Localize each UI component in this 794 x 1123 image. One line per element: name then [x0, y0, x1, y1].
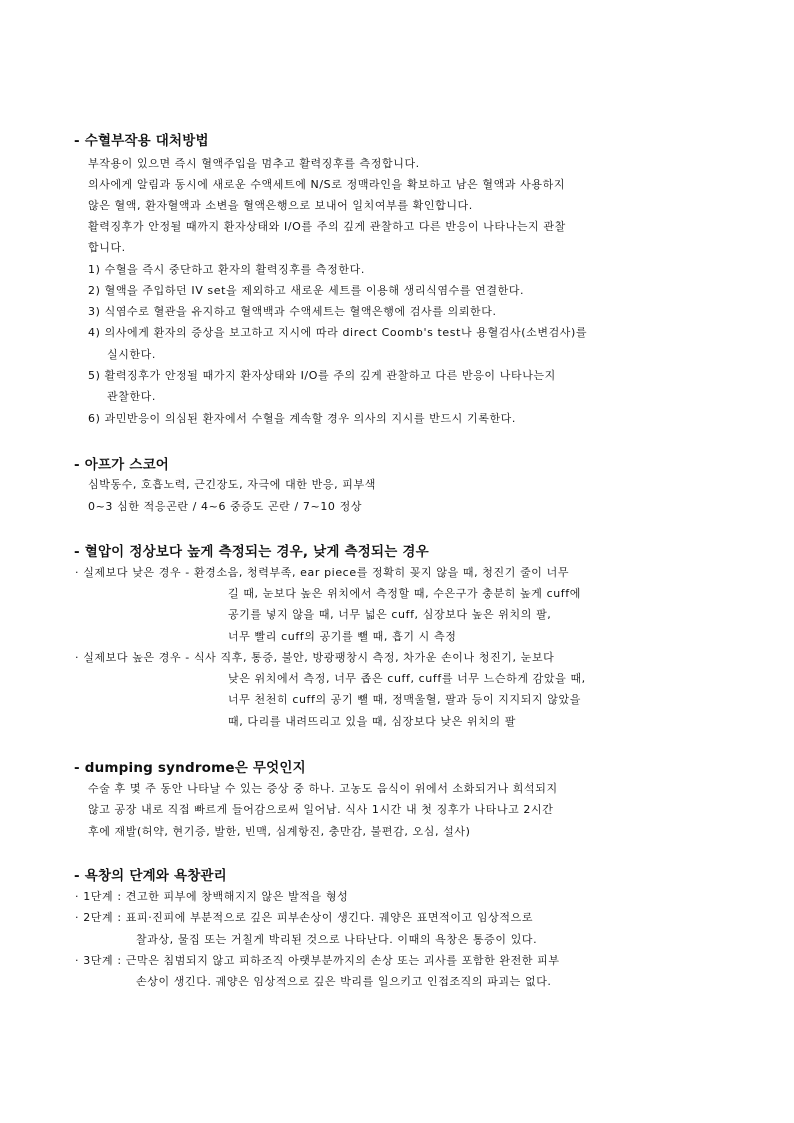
- section-title-transfusion: - 수혈부작용 대처방법: [74, 133, 209, 149]
- transfusion-line-4: 활력징후가 안정될 때까지 환자상태와 I/O를 주의 깊게 관찰하고 다른 반응이 나타나는지 관찰: [88, 220, 566, 233]
- transfusion-step-6: 6) 과민반응이 의심된 환자에서 수혈을 계속할 경우 의사의 지시를 반드시 기록한다.: [88, 412, 517, 425]
- transfusion-line-1: 부작용이 있으면 즉시 혈액주입을 멈추고 활력징후를 측정합니다.: [88, 157, 420, 170]
- transfusion-step-5-cont: 관찰한다.: [107, 390, 157, 403]
- transfusion-line-2: 의사에게 알림과 동시에 새로운 수액세트에 N/S로 정맥라인을 확보하고 남은 혈액과 사용하지: [88, 178, 566, 191]
- section-title-blood-pressure: - 혈압이 정상보다 높게 측정되는 경우, 낮게 측정되는 경우: [74, 544, 429, 560]
- apgar-line-1: 심박동수, 호흡노력, 근긴장도, 자극에 대한 반응, 피부색: [88, 478, 376, 491]
- transfusion-line-3: 않은 혈액, 환자혈액과 소변을 혈액은행으로 보내어 일치여부를 확인합니다.: [88, 199, 473, 212]
- pressure-stage-1: · 1단계 : 견고한 피부에 창백해지지 않은 발적을 형성: [75, 890, 349, 903]
- transfusion-step-3: 3) 식염수로 혈관을 유지하고 혈액백과 수액세트는 혈액은행에 검사를 의뢰한다.: [88, 305, 497, 318]
- pressure-stage-3-cont: 손상이 생긴다. 궤양은 임상적으로 깊은 박리를 일으키고 인접조직의 파괴는 없다.: [136, 975, 552, 988]
- bp-low-line-4: 너무 빨리 cuff의 공기를 뺄 때, 흡기 시 측정: [228, 630, 457, 643]
- bp-low-line-1: · 실제보다 낮은 경우 - 환경소음, 청력부족, ear piece를 정확히 꽂지 않을 때, 청진기 줄이 너무: [75, 566, 570, 579]
- bp-high-line-2: 낮은 위치에서 측정, 너무 좁은 cuff, cuff를 너무 느슨하게 감았을 때,: [228, 672, 586, 685]
- pressure-stage-2: · 2단계 : 표피·진피에 부분적으로 깊은 피부손상이 생긴다. 궤양은 표면적이고 임상적으로: [75, 911, 534, 924]
- pressure-stage-3: · 3단계 : 근막은 침범되지 않고 피하조직 아랫부분까지의 손상 또는 괴사를 포함한 완전한 피부: [75, 954, 560, 967]
- bp-high-line-1: · 실제보다 높은 경우 - 식사 직후, 통증, 불안, 방광팽창시 측정, 차가운 손이나 청진기, 눈보다: [75, 651, 555, 664]
- bp-high-line-4: 때, 다리를 내려뜨리고 있을 때, 심장보다 낮은 위치의 팔: [228, 715, 516, 728]
- dumping-line-3: 후에 재발(허약, 현기증, 발한, 빈맥, 심계항진, 충만감, 불편감, 오심, 설사): [88, 825, 471, 838]
- bp-low-line-2: 길 때, 눈보다 높은 위치에서 측정할 때, 수은구가 충분히 높게 cuff에: [228, 587, 581, 600]
- transfusion-step-4: 4) 의사에게 환자의 증상을 보고하고 지시에 따라 direct Coomb's test나 용혈검사(소변검사)를: [88, 326, 588, 339]
- apgar-line-2: 0~3 심한 적응곤란 / 4~6 중증도 곤란 / 7~10 정상: [88, 500, 363, 513]
- dumping-line-2: 않고 공장 내로 직접 빠르게 들어감으로써 일어남. 식사 1시간 내 첫 징후가 나타나고 2시간: [88, 803, 554, 816]
- transfusion-step-1: 1) 수혈을 즉시 중단하고 환자의 활력징후를 측정한다.: [88, 263, 365, 276]
- transfusion-step-5: 5) 활력징후가 안정될 때가지 환자상태와 I/O를 주의 깊게 관찰하고 다른 반응이 나타나는지: [88, 369, 556, 382]
- bp-low-line-3: 공기를 넣지 않을 때, 너무 넓은 cuff, 심장보다 높은 위치의 팔,: [228, 608, 552, 621]
- transfusion-line-5: 합니다.: [88, 241, 126, 254]
- bp-high-line-3: 너무 천천히 cuff의 공기 뺄 때, 정맥울혈, 팔과 등이 지지되지 않았을: [228, 693, 581, 706]
- pressure-stage-2-cont: 찰과상, 물집 또는 거칠게 박리된 것으로 나타난다. 이때의 욕창은 통증이 있다.: [136, 933, 538, 946]
- transfusion-step-4-cont: 실시한다.: [107, 348, 157, 361]
- transfusion-step-2: 2) 혈액을 주입하던 IV set을 제외하고 새로운 세트를 이용해 생리식염수를 연결한다.: [88, 284, 525, 297]
- section-title-pressure-ulcer: - 욕창의 단계와 욕창관리: [74, 868, 227, 884]
- section-title-apgar: - 아프가 스코어: [74, 457, 170, 473]
- dumping-line-1: 수술 후 몇 주 동안 나타날 수 있는 증상 중 하나. 고농도 음식이 위에서 소화되거나 희석되지: [88, 782, 558, 795]
- section-title-dumping: - dumping syndrome은 무엇인지: [74, 760, 306, 776]
